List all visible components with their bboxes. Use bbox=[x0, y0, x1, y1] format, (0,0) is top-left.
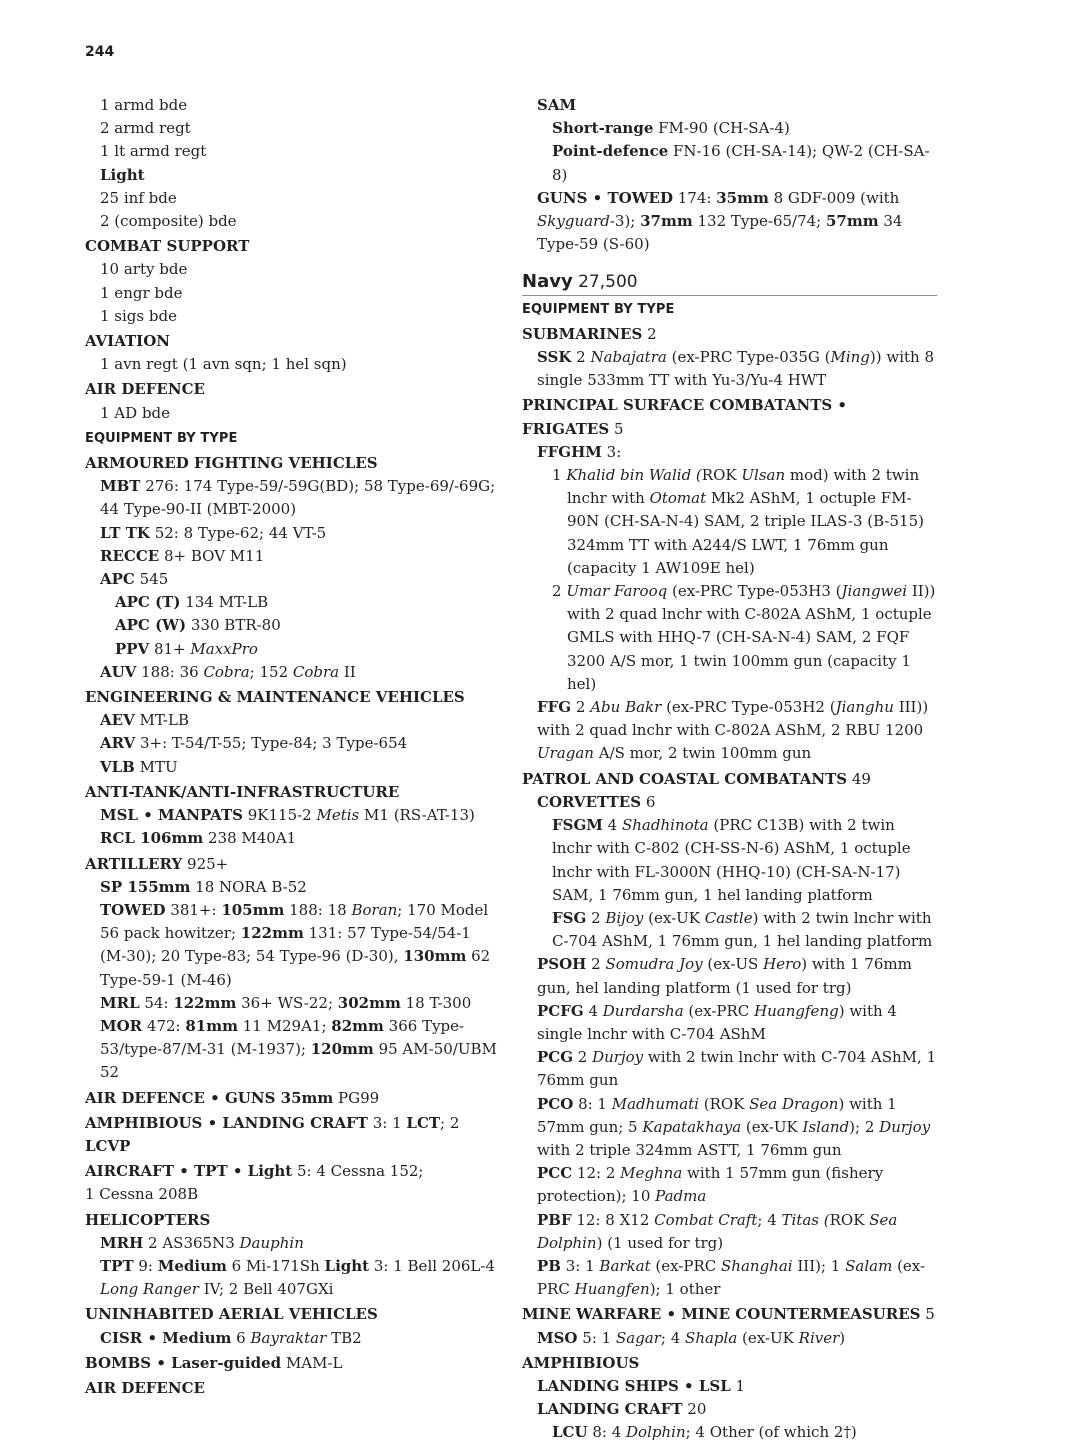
heading-afv: ARMOURED FIGHTING VEHICLES bbox=[85, 454, 378, 473]
entry-khalid-bin-walid: 1 Khalid bin Walid (ROK Ulsan mod) with 2 twin lnchr with Otomat Mk2 AShM, 1 octuple FM-90N (CH-SA-N-4) SAM, 2 triple ILAS-3 (B-515) 324mm TT with A244/S LWT, 1 76mm gun (capacity 1 AW109E hel) bbox=[552, 466, 924, 577]
list-item: 1 lt armd regt bbox=[100, 142, 207, 161]
entry-pco: PCO 8: 1 Madhumati (ROK Sea Dragon) with 1 57mm gun; 5 Kapatakhaya (ex-UK Island); 2 Durjoy with 2 triple 324mm ASTT, 1 76mm gun bbox=[537, 1094, 931, 1159]
entry-rcl: RCL 106mm 238 M40A1 bbox=[100, 829, 297, 848]
heading-amphibious-navy: AMPHIBIOUS bbox=[522, 1353, 640, 1372]
heading-helicopters: HELICOPTERS bbox=[85, 1210, 211, 1229]
list-item: 1 armd bde bbox=[100, 96, 188, 114]
heading-equipment-by-type: EQUIPMENT BY TYPE bbox=[85, 430, 238, 446]
entry-pcfg: PCFG 4 Durdarsha (ex-PRC Huangfeng) with 4 single lnchr with C-704 AShM bbox=[537, 1001, 897, 1043]
heading-principal-surface-combatants: PRINCIPAL SURFACE COMBATANTS • FRIGATES 5 bbox=[522, 396, 848, 438]
heading-artillery: ARTILLERY 925+ bbox=[85, 854, 229, 873]
entry-mso: MSO 5: 1 Sagar; 4 Shapla (ex-UK River) bbox=[537, 1328, 846, 1347]
entry-auv: AUV 188: 36 Cobra; 152 Cobra II bbox=[100, 662, 356, 681]
list-item: 2 (composite) bde bbox=[100, 212, 237, 231]
entry-apc: APC 545 bbox=[100, 570, 169, 589]
heading-air-defence-2: AIR DEFENCE bbox=[85, 1378, 205, 1397]
entry-mor: MOR 472: 81mm 11 M29A1; 82mm 366 Type-53/type-87/M-31 (M-1937); 120mm 95 AM-50/UBM 52 bbox=[100, 1016, 497, 1082]
entry-fsgm: FSGM 4 Shadhinota (PRC C13B) with 2 twin lnchr with C-802 (CH-SS-N-6) AShM, 1 octuple lnchr with FL-3000N (HHQ-10) (CH-SA-N-17) SAM, 1 76mm gun, 1 hel landing platform bbox=[552, 816, 911, 904]
entry-ffghm: FFGHM 3: bbox=[537, 442, 622, 461]
subheading-light: Light bbox=[100, 165, 145, 184]
heading-air-defence: AIR DEFENCE bbox=[85, 380, 205, 399]
left-column bbox=[85, 94, 500, 1400]
heading-aircraft: AIRCRAFT • TPT • Light 5: 4 Cessna 152; bbox=[85, 1162, 424, 1181]
entry-pb: PB 3: 1 Barkat (ex-PRC Shanghai III); 1 Salam (ex-PRC Huangfen); 1 other bbox=[537, 1256, 926, 1299]
entry-apc-w: APC (W) 330 BTR-80 bbox=[115, 616, 281, 635]
entry-towed: TOWED 381+: 105mm 188: 18 Boran; 170 Model 56 pack howitzer; 122mm 131: 57 Type-54/54-1 (M-30); 20 Type-83; 54 Type-96 (D-30), 130mm 62 Type-59-1 (M-46) bbox=[100, 900, 491, 989]
entry-corvettes: CORVETTES 6 bbox=[537, 792, 656, 811]
entry-msl: MSL • MANPATS 9K115-2 Metis M1 (RS-AT-13) bbox=[100, 806, 475, 825]
heading-aviation: AVIATION bbox=[85, 332, 170, 351]
entry-mrl: MRL 54: 122mm 36+ WS-22; 302mm 18 T-300 bbox=[100, 993, 472, 1012]
heading-equipment-by-type-navy: EQUIPMENT BY TYPE bbox=[522, 301, 675, 317]
heading-combat-support: COMBAT SUPPORT bbox=[85, 237, 250, 256]
entry-ssk: SSK 2 Nabajatra (ex-PRC Type-035G (Ming)) with 8 single 533mm TT with Yu-3/Yu-4 HWT bbox=[537, 348, 935, 390]
list-item: 2 armd regt bbox=[100, 119, 191, 138]
entry-fsg: FSG 2 Bijoy (ex-UK Castle) with 2 twin lnchr with C-704 AShM, 1 76mm gun, 1 hel landing platform bbox=[552, 908, 933, 951]
heading-bombs: BOMBS • Laser-guided MAM-L bbox=[85, 1353, 343, 1372]
entry-short-range: Short-range FM-90 (CH-SA-4) bbox=[552, 119, 790, 138]
entry-arv: ARV 3+: T-54/T-55; Type-84; 3 Type-654 bbox=[100, 734, 408, 753]
list-item: 1 avn regt (1 avn sqn; 1 hel sqn) bbox=[100, 355, 347, 374]
entry-cisr: CISR • Medium 6 Bayraktar TB2 bbox=[100, 1328, 362, 1347]
entry-landing-craft: LANDING CRAFT 20 bbox=[537, 1400, 707, 1419]
section-title-navy: Navy 27,500 bbox=[522, 270, 937, 295]
heading-uav: UNINHABITED AERIAL VEHICLES bbox=[85, 1305, 378, 1324]
list-item: 25 inf bde bbox=[100, 188, 177, 207]
right-column bbox=[522, 94, 937, 1445]
entry-pcc: PCC 12: 2 Meghna with 1 57mm gun (fishery protection); 10 Padma bbox=[537, 1164, 884, 1206]
entry-umar-farooq: 2 Umar Farooq (ex-PRC Type-053H3 (Jiangwei II)) with 2 quad lnchr with C-802A AShM, 1 octuple GMLS with HHQ-7 (CH-SA-N-4) SAM, 2 FQF 3200 A/S mor, 1 twin 100mm gun (capacity 1 hel) bbox=[552, 582, 936, 693]
heading-emv: ENGINEERING & MAINTENANCE VEHICLES bbox=[85, 688, 465, 707]
heading-patrol-coastal: PATROL AND COASTAL COMBATANTS 49 bbox=[522, 769, 871, 788]
heading-mine-warfare: MINE WARFARE • MINE COUNTERMEASURES 5 bbox=[522, 1305, 935, 1324]
entry-psoh: PSOH 2 Somudra Joy (ex-US Hero) with 1 76mm gun, hel landing platform (1 used for trg) bbox=[537, 955, 912, 997]
entry-aev: AEV MT-LB bbox=[100, 711, 189, 730]
entry-lcu: LCU 8: 4 Dolphin; 4 Other (of which 2†) bbox=[552, 1423, 857, 1442]
list-item: 1 AD bde bbox=[100, 403, 171, 422]
heading-air-defence-guns: AIR DEFENCE • GUNS 35mm PG99 bbox=[85, 1088, 380, 1107]
list-item: 1 sigs bde bbox=[100, 306, 177, 325]
heading-sam: SAM bbox=[537, 96, 577, 114]
entry-mrh: MRH 2 AS365N3 Dauphin bbox=[100, 1233, 304, 1252]
list-item: 10 arty bde bbox=[100, 260, 188, 279]
heading-submarines: SUBMARINES 2 bbox=[522, 324, 657, 343]
page-number: 244 bbox=[85, 44, 115, 60]
entry-ppv: PPV 81+ MaxxPro bbox=[115, 639, 258, 658]
entry-lt-tk: LT TK 52: 8 Type-62; 44 VT-5 bbox=[100, 523, 327, 542]
entry-tpt: TPT 9: Medium 6 Mi-171Sh Light 3: 1 Bell 206L-4 Long Ranger IV; 2 Bell 407GXi bbox=[100, 1256, 496, 1299]
heading-amphibious: AMPHIBIOUS • LANDING CRAFT 3: 1 LCT; 2 LCVP bbox=[85, 1113, 460, 1155]
entry-landing-ships: LANDING SHIPS • LSL 1 bbox=[537, 1376, 746, 1395]
entry-sp: SP 155mm 18 NORA B-52 bbox=[100, 877, 307, 896]
entry-aircraft-cont: 1 Cessna 208B bbox=[85, 1185, 199, 1204]
entry-recce: RECCE 8+ BOV M11 bbox=[100, 546, 265, 565]
entry-guns-towed: GUNS • TOWED 174: 35mm 8 GDF-009 (with Skyguard-3); 37mm 132 Type-65/74; 57mm 34 Type-59 (S-60) bbox=[537, 188, 903, 254]
entry-vlb: VLB MTU bbox=[100, 757, 178, 776]
entry-pbf: PBF 12: 8 X12 Combat Craft; 4 Titas (ROK Sea Dolphin) (1 used for trg) bbox=[537, 1210, 898, 1252]
entry-mbt: MBT 276: 174 Type-59/-59G(BD); 58 Type-69/-69G; 44 Type-90-II (MBT-2000) bbox=[100, 477, 496, 519]
list-item: 1 engr bde bbox=[100, 283, 183, 302]
entry-point-defence: Point-defence FN-16 (CH-SA-14); QW-2 (CH-SA-8) bbox=[552, 142, 930, 184]
entry-ffg: FFG 2 Abu Bakr (ex-PRC Type-053H2 (Jianghu III)) with 2 quad lnchr with C-802A AShM, 2 RBU 1200 Uragan A/S mor, 2 twin 100mm gun bbox=[537, 698, 929, 763]
entry-pcg: PCG 2 Durjoy with 2 twin lnchr with C-704 AShM, 1 76mm gun bbox=[537, 1048, 937, 1090]
heading-anti-tank: ANTI-TANK/ANTI-INFRASTRUCTURE bbox=[85, 782, 400, 801]
entry-apc-t: APC (T) 134 MT-LB bbox=[115, 593, 269, 612]
